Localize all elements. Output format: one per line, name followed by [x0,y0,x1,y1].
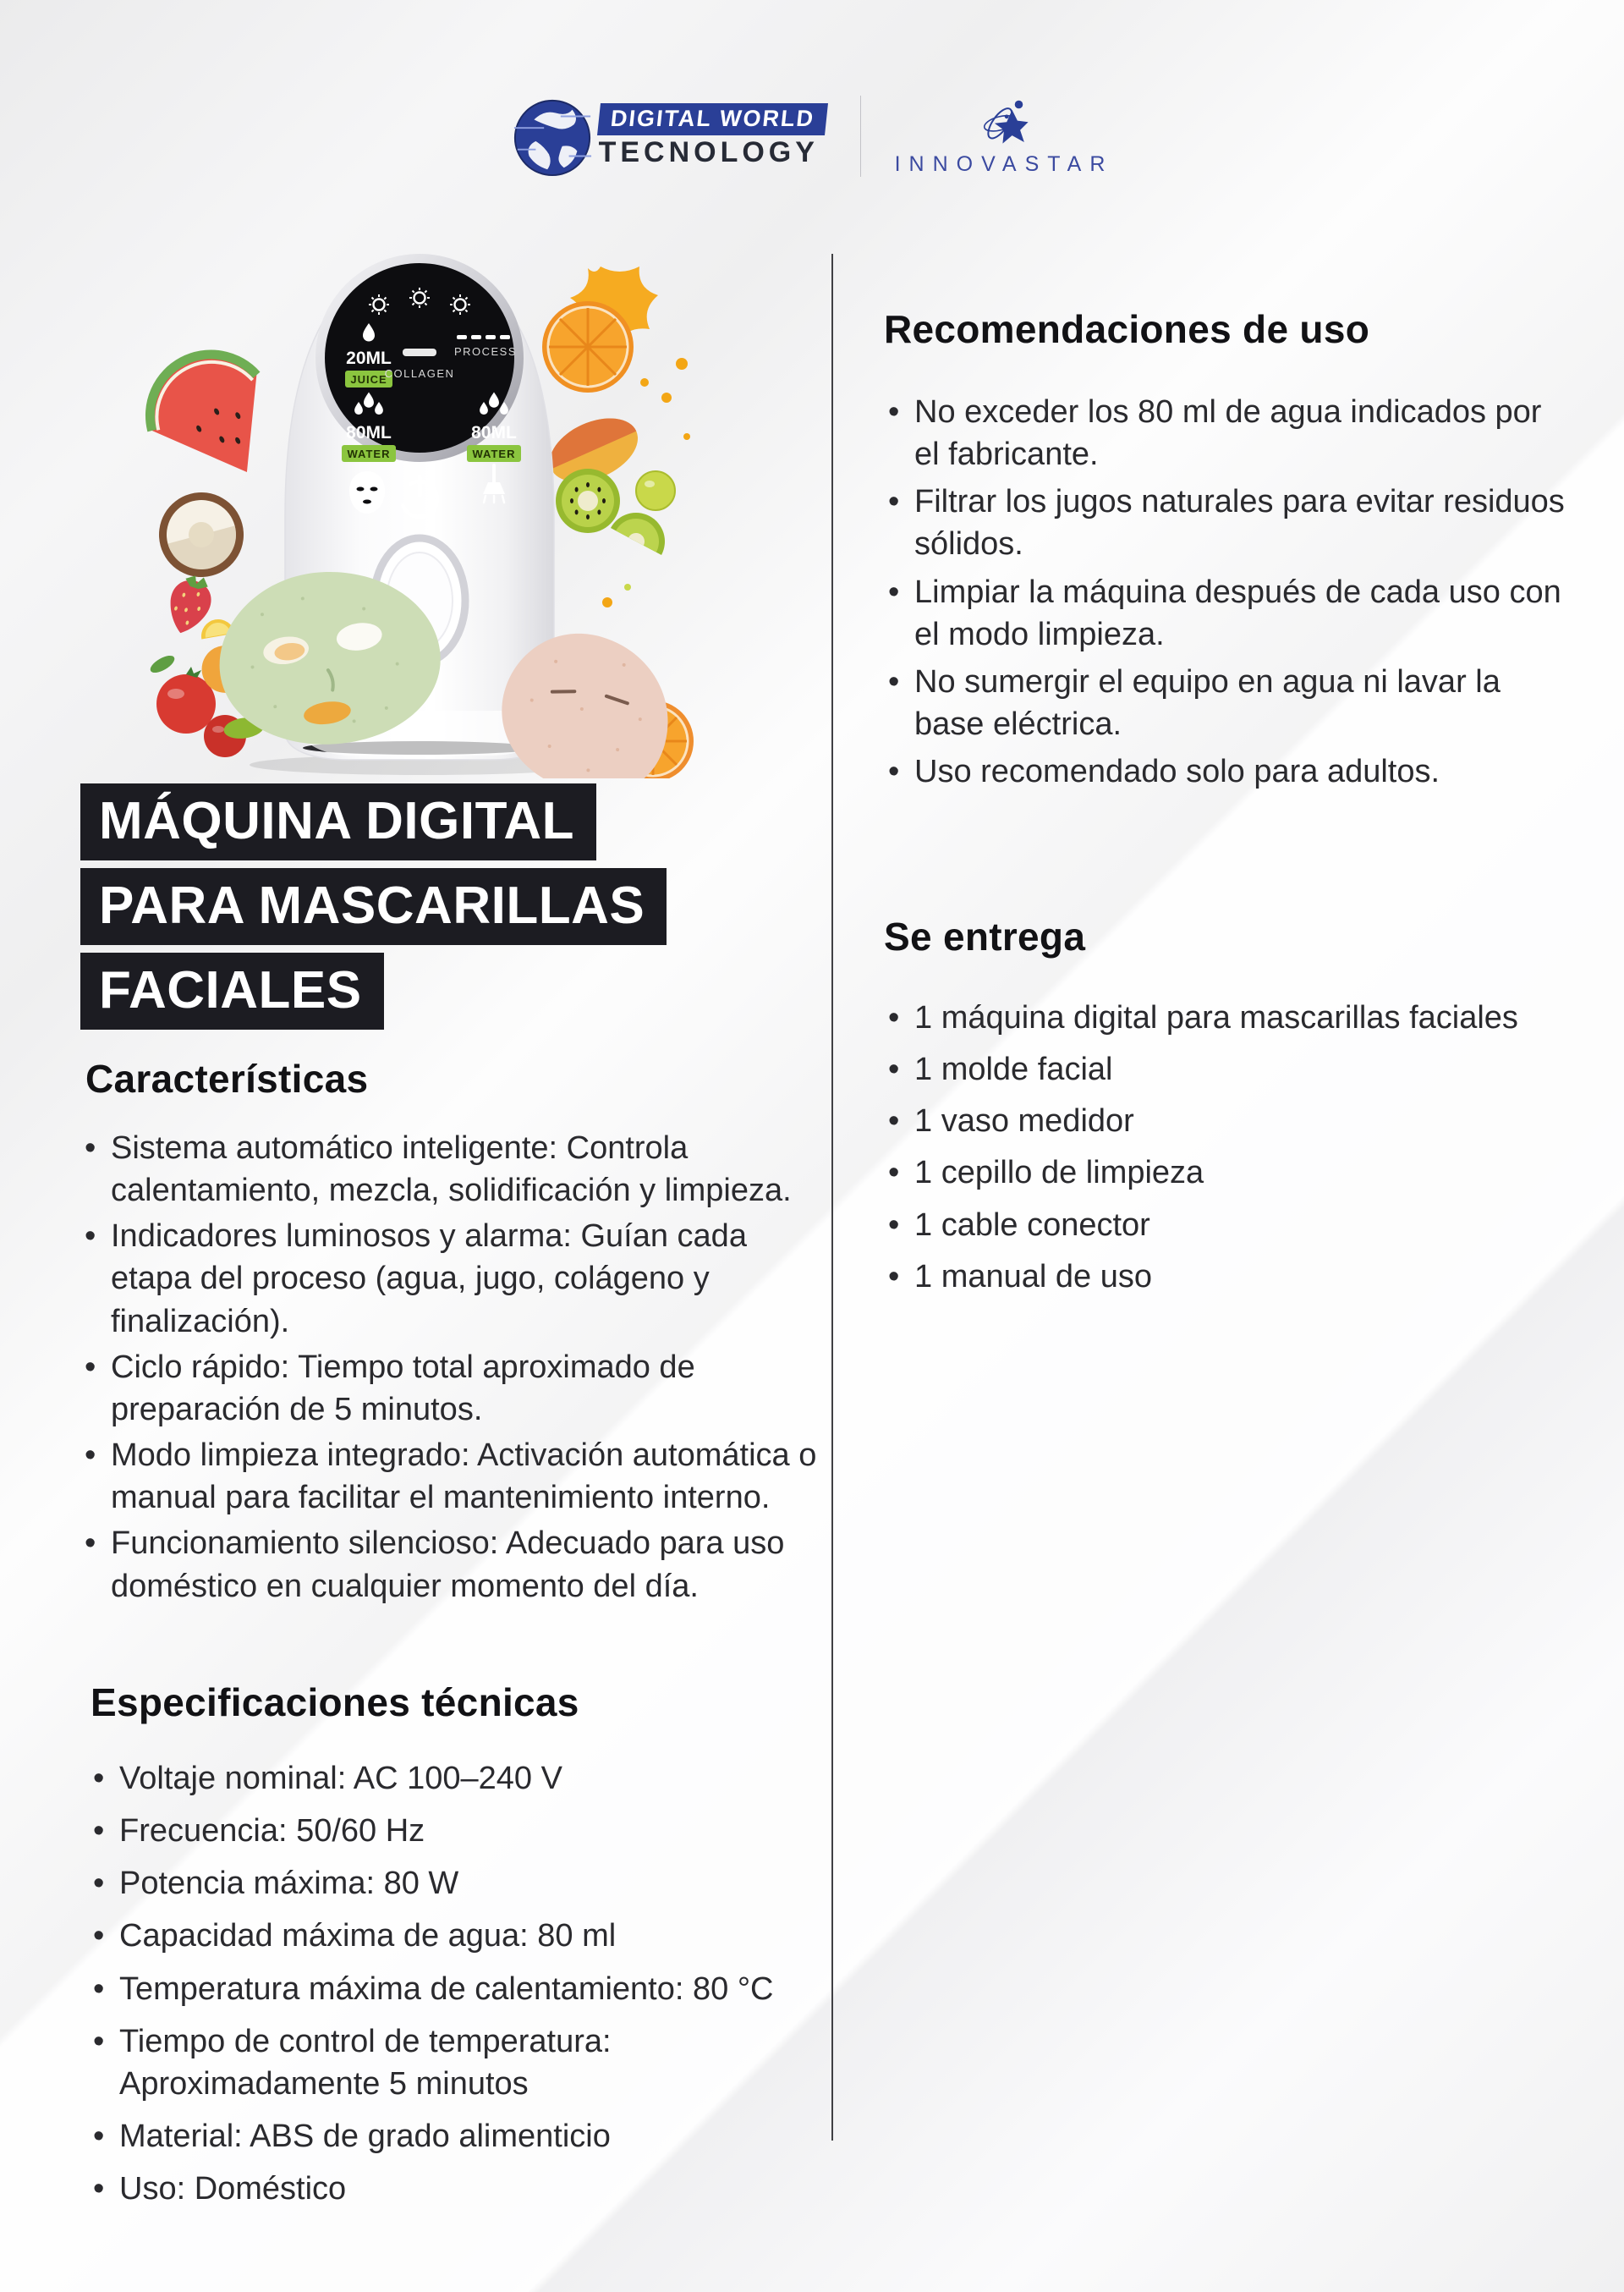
feature-item: • Funcionamiento silencioso: Adecuado para uso doméstico en cualquier momento del día. [80,1522,825,1607]
delivery-item: • 1 molde facial [884,1048,1611,1091]
features-section [80,1056,825,1611]
digital-world-tecnology-logo [511,95,826,178]
specs-heading: Especificaciones técnicas [91,1680,579,1724]
spec-item: • Potencia máxima: 80 W [89,1862,833,1905]
mask-mode-icon [349,471,385,514]
kiwi-half-illustration [611,503,675,555]
spec-item: • Uso: Doméstico [89,2168,833,2210]
delivery-list [884,997,1611,1298]
specs-list [89,1757,833,2210]
star-atom-icon [977,96,1031,149]
logo-divider [860,96,861,177]
spec-item: • Tiempo de control de temperatura: Aproximadamente 5 minutos [89,2020,833,2105]
features-heading: Características [85,1057,369,1101]
coconut-illustration [150,483,253,586]
feature-item: • Modo limpieza integrado: Activación automática o manual para facilitar el mantenimiento interno. [80,1434,825,1519]
globe-icon [511,95,594,178]
brand-digital-world: DIGITAL WORLD [597,103,828,135]
brand-tecnology: TECNOLOGY [598,136,819,168]
collagen-label: COLLAGEN [384,367,455,380]
spec-item: • Material: ABS de grado alimenticio [89,2115,833,2157]
collagen-bar-icon [403,349,436,356]
water-left-badge-label: WATER [347,448,391,460]
brand-innovastar: INNOVASTAR [894,151,1114,176]
delivery-heading: Se entrega [884,915,1086,959]
recommendations-heading: Recomendaciones de uso [884,307,1370,351]
recommendation-item: • Uso recomendado solo para adultos. [884,750,1573,793]
delivery-item: • 1 cable conector [884,1204,1611,1246]
kiwi-slice-illustration [556,469,620,533]
recommendations-section [884,306,1573,798]
title-line-3: FACIALES [80,953,384,1030]
title-line-1: MÁQUINA DIGITAL [80,783,596,860]
brand-header [0,95,1624,178]
recommendation-item: • Filtrar los jugos naturales para evitar residuos sólidos. [884,481,1573,565]
recommendation-item: • No sumergir el equipo en agua ni lavar la base eléctrica. [884,661,1573,745]
spec-item: • Capacidad máxima de agua: 80 ml [89,1915,833,1957]
delivery-item: • 1 manual de uso [884,1256,1611,1298]
product-title [80,783,667,1037]
delivery-section [884,914,1611,1307]
title-line-2: PARA MASCARILLAS [80,868,667,945]
innovastar-logo [895,96,1114,177]
juice-value: 20ML [346,349,392,368]
feature-item: • Sistema automático inteligente: Controla calentamiento, mezcla, solidificación y limpieza. [80,1127,825,1212]
spec-item: • Temperatura máxima de calentamiento: 80 °C [89,1968,833,2010]
delivery-item: • 1 máquina digital para mascarillas faciales [884,997,1611,1039]
process-label: PROCESS [453,345,518,358]
facial-mask-machine-illustration [127,237,727,778]
spec-item: • Frecuencia: 50/60 Hz [89,1810,833,1852]
delivery-item: • 1 cepillo de limpieza [884,1151,1611,1194]
water-right-value: 80ML [471,423,517,442]
feature-item: • Ciclo rápido: Tiempo total aproximado de preparación de 5 minutos. [80,1346,825,1431]
features-list [80,1127,825,1608]
juice-drop [624,584,631,591]
juice-badge-label: JUICE [350,373,387,386]
specs-section [80,1679,833,2220]
leaf-illustration [148,652,178,676]
orange-illustration [542,301,634,393]
water-right-badge-label: WATER [472,448,516,460]
feature-item: • Indicadores luminosos y alarma: Guían cada etapa del proceso (agua, jugo, colágeno y finalización). [80,1215,825,1342]
watermelon-slice-illustration [130,334,295,503]
water-left-value: 80ML [346,423,392,442]
recommendations-list [884,391,1573,793]
grape-illustration [636,471,675,510]
spec-item: • Voltaje nominal: AC 100–240 V [89,1757,833,1800]
juice-drop [602,597,612,607]
recommendation-item: • No exceder los 80 ml de agua indicados por el fabricante. [884,391,1573,475]
recommendation-item: • Limpiar la máquina después de cada uso con el modo limpieza. [884,571,1573,656]
delivery-item: • 1 vaso medidor [884,1100,1611,1142]
product-image [127,237,727,778]
